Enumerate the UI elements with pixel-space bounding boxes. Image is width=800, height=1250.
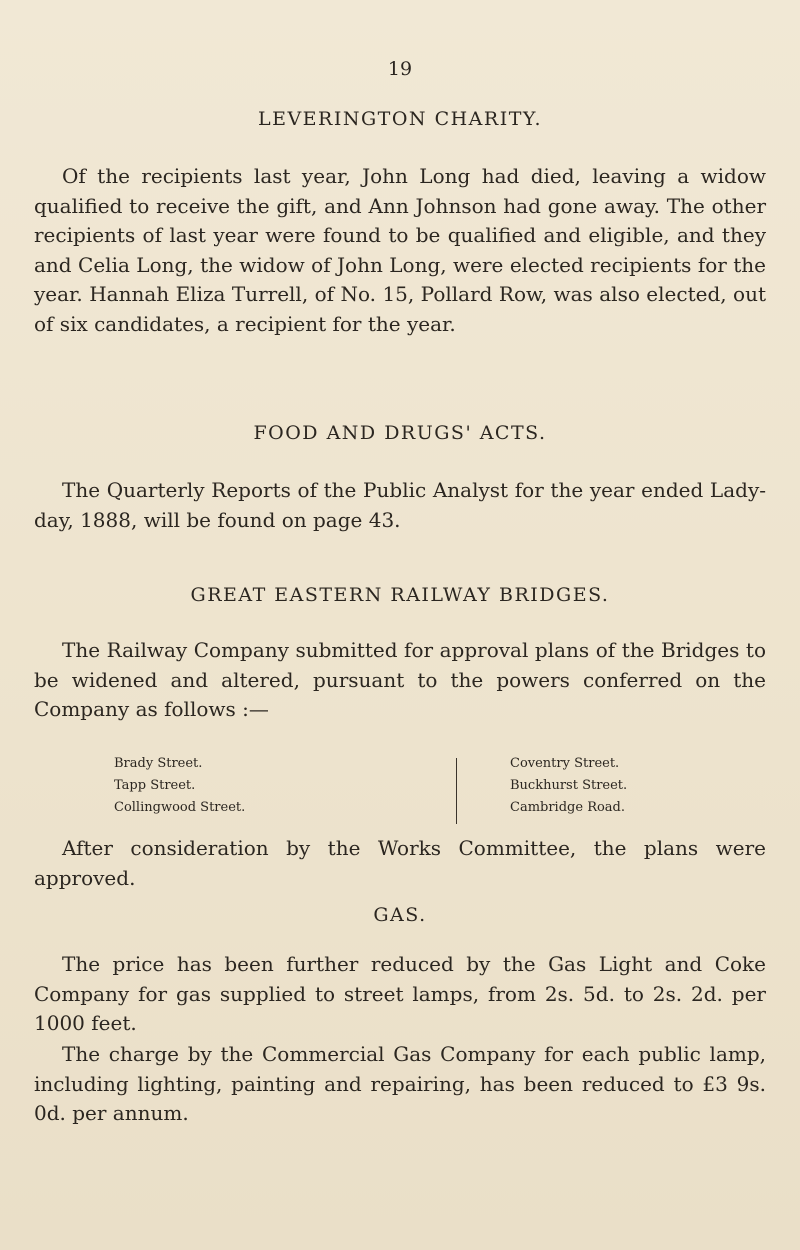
paragraph-railway-conclusion: After consideration by the Works Committee, the plans were approved. [34,836,766,890]
heading-food-and-drugs-acts: FOOD AND DRUGS' ACTS. [253,422,547,444]
paragraph-gas-lamp-charge: The charge by the Commercial Gas Company for each public lamp, including lighting, painting and repairing, has been reduced to £3 9s. 0d. per annum. [34,1042,766,1126]
bridge-item: Brady Street. [114,756,203,771]
page-number: 19 [387,58,413,80]
heading-gas: GAS. [373,904,427,926]
heading-great-eastern-railway-bridges: GREAT EASTERN RAILWAY BRIDGES. [190,584,610,606]
bridge-item: Buckhurst Street. [510,778,628,793]
bridge-item: Coventry Street. [510,756,620,771]
bridges-list [0,753,800,825]
bridge-item: Cambridge Road. [510,800,626,815]
bridge-item: Collingwood Street. [114,800,246,815]
bridges-list-right-column [510,753,627,819]
paragraph-gas-price: The price has been further reduced by the Gas Light and Coke Company for gas supplied to street lamps, from 2s. 5d. to 2s. 2d. per 1000 feet. [34,952,766,1036]
bridge-item: Tapp Street. [114,778,196,793]
bridges-list-left-column [114,753,245,819]
column-divider [456,758,457,824]
heading-leverington-charity: LEVERINGTON CHARITY. [257,108,543,130]
paragraph-food-and-drugs-acts: The Quarterly Reports of the Public Analyst for the year ended Lady-day, 1888, will be found on page 43. [34,478,766,532]
paragraph-leverington-charity: Of the recipients last year, John Long had died, leaving a widow qualified to receive the gift, and Ann Johnson had gone away. The other recipients of last year were found to be qualified and eligible, and they and Celia Long, the widow of John Long, were elected recipients for the year. Hannah Eliza Turrell, of No. 15, Pollard Row, was also elected, out of six candidates, a recipient for the year. [34,164,766,336]
paragraph-railway-bridges: The Railway Company submitted for approval plans of the Bridges to be widened and altered, pursuant to the powers conferred on the Company as follows :— [34,638,766,722]
